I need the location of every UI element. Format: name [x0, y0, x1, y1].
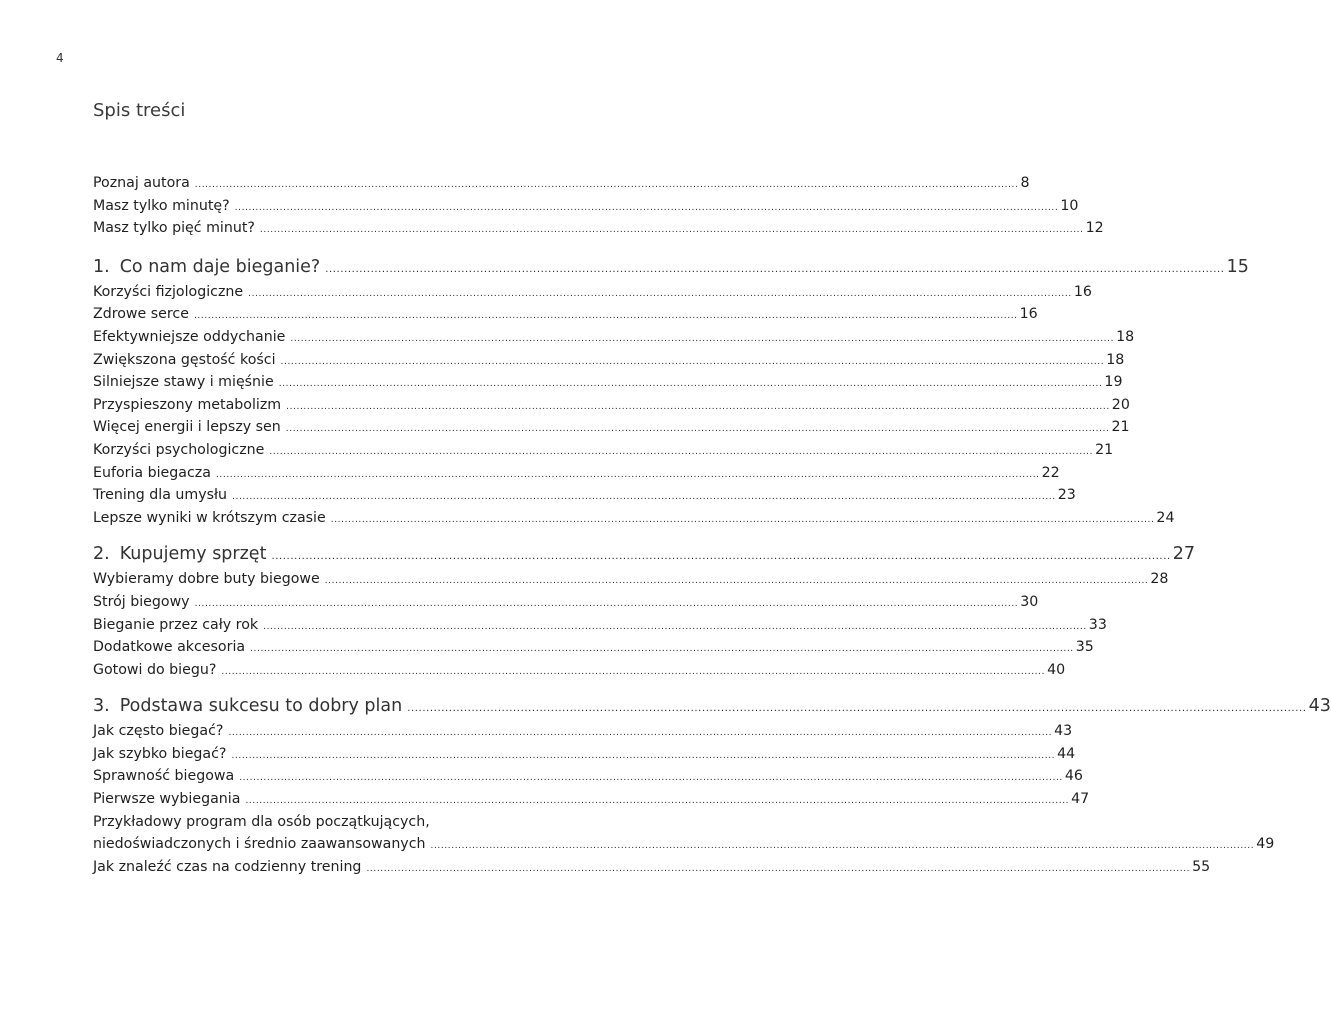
- toc-entry: [93, 507, 1175, 530]
- toc-entry-label: Strój biegowy: [93, 593, 190, 610]
- toc-entry-page: 10: [1060, 197, 1079, 214]
- toc-entry-label: Przykładowy program dla osób początkujących,: [93, 813, 430, 830]
- toc-entry-page: 22: [1041, 464, 1060, 481]
- toc-entry-page: 44: [1057, 745, 1076, 762]
- toc-entry-page: 20: [1111, 396, 1130, 413]
- dot-leader: ..............................................................................................................................................................................................................................................: [366, 863, 1191, 874]
- chapter-title: Podstawa sukcesu to dobry plan: [119, 696, 403, 717]
- dot-leader: ..............................................................................................................................................................................................................................................: [325, 263, 1225, 275]
- dot-leader: ..............................................................................................................................................................................................................................................: [194, 598, 1019, 609]
- dot-leader: ..............................................................................................................................................................................................................................................: [232, 492, 1056, 503]
- toc-entry-label: Korzyści fizjologiczne: [93, 283, 244, 300]
- chapter-number: 3.: [93, 696, 110, 717]
- toc-entry: [93, 349, 1125, 372]
- toc-entry-label: Masz tylko pięć minut?: [93, 220, 255, 237]
- toc-entry-label: Dodatkowe akcesoria: [93, 639, 246, 656]
- toc-entry-page: 23: [1057, 487, 1076, 504]
- toc-entry-page: 16: [1073, 283, 1092, 300]
- toc-entry: [93, 856, 1211, 879]
- dot-leader: ..............................................................................................................................................................................................................................................: [286, 401, 1110, 412]
- toc-entry-label: Masz tylko minutę?: [93, 197, 230, 214]
- dot-leader: ..............................................................................................................................................................................................................................................: [215, 469, 1040, 480]
- toc-entry-label: Pierwsze wybiegania: [93, 791, 241, 808]
- dot-leader: ..............................................................................................................................................................................................................................................: [194, 180, 1019, 190]
- toc-entry: [93, 326, 1135, 349]
- toc-entry: [93, 659, 1066, 682]
- chapter-title: Kupujemy sprzęt: [119, 544, 267, 565]
- chapter-number: 1.: [93, 256, 110, 277]
- toc-entry: [93, 217, 1104, 240]
- toc-entry-label: Przyspieszony metabolizm: [93, 396, 282, 413]
- toc-entry-page: 43: [1054, 723, 1073, 740]
- toc-entry: [93, 484, 1076, 507]
- toc-entry-page: 12: [1085, 220, 1104, 237]
- toc-entry-label: Euforia biegacza: [93, 464, 211, 481]
- toc-entry-label: Silniejsze stawy i mięśnie: [93, 374, 274, 391]
- dot-leader: ..............................................................................................................................................................................................................................................: [430, 841, 1255, 852]
- toc-entry-label: Jak często biegać?: [93, 723, 224, 740]
- toc-entry-page: 19: [1104, 374, 1123, 391]
- toc-chapter-3: [93, 693, 1331, 878]
- toc-entry-label: Bieganie przez cały rok: [93, 616, 259, 633]
- toc-entry: [93, 788, 1090, 811]
- toc-entry: [93, 416, 1130, 439]
- toc-entry: [93, 303, 1038, 326]
- chapter-page: 27: [1172, 544, 1196, 565]
- toc-entry-page: 18: [1116, 328, 1135, 345]
- toc-entry-page: 30: [1020, 593, 1039, 610]
- dot-leader: ..............................................................................................................................................................................................................................................: [231, 750, 1056, 761]
- toc-entry: [93, 811, 599, 834]
- toc-entry-page: 35: [1075, 639, 1094, 656]
- chapter-heading: [93, 541, 1196, 568]
- toc-entry-label: niedoświadczonych i średnio zaawansowanych: [93, 836, 426, 853]
- toc-chapter-1: [93, 254, 1249, 530]
- dot-leader: ..............................................................................................................................................................................................................................................: [278, 379, 1103, 390]
- dot-leader: ..............................................................................................................................................................................................................................................: [245, 796, 1070, 807]
- toc-entry: [93, 568, 1169, 591]
- dot-leader: ..............................................................................................................................................................................................................................................: [280, 356, 1105, 367]
- dot-leader: ..............................................................................................................................................................................................................................................: [271, 551, 1171, 563]
- toc-entry-page: 47: [1071, 791, 1090, 808]
- toc-entry-page: 24: [1156, 509, 1175, 526]
- chapter-heading: [93, 254, 1249, 281]
- toc-entry-page: 21: [1095, 441, 1114, 458]
- dot-leader: ..............................................................................................................................................................................................................................................: [250, 644, 1074, 655]
- dot-leader: ..............................................................................................................................................................................................................................................: [221, 666, 1046, 677]
- chapter-page: 15: [1226, 256, 1249, 277]
- toc-entry: [93, 172, 1030, 195]
- dot-leader: ..............................................................................................................................................................................................................................................: [259, 225, 1084, 236]
- toc-entry: [93, 636, 1094, 659]
- toc-chapter-2: [93, 541, 1196, 681]
- toc-entry-label: Gotowi do biegu?: [93, 661, 217, 678]
- toc-entry-page: 55: [1192, 858, 1211, 875]
- toc-entry-page: 21: [1111, 419, 1130, 436]
- toc-entry: [93, 195, 1079, 218]
- toc-entry-label: Trening dla umysłu: [93, 487, 228, 504]
- chapter-heading: [93, 693, 1331, 720]
- dot-leader: ..............................................................................................................................................................................................................................................: [228, 728, 1053, 739]
- toc-entry-label: Lepsze wyniki w krótszym czasie: [93, 509, 326, 526]
- toc-entry: [93, 591, 1039, 614]
- dot-leader: ..............................................................................................................................................................................................................................................: [239, 773, 1063, 784]
- dot-leader: ..............................................................................................................................................................................................................................................: [234, 202, 1059, 213]
- toc-intro-section: [93, 172, 1104, 240]
- dot-leader: ..............................................................................................................................................................................................................................................: [330, 514, 1155, 525]
- toc-entry-page: 16: [1019, 306, 1038, 323]
- toc-entry: [93, 720, 1073, 743]
- toc-entry: [93, 462, 1060, 485]
- toc-entry: [93, 833, 1275, 856]
- toc-entry-label: Wybieramy dobre buty biegowe: [93, 571, 320, 588]
- toc-entry-page: 18: [1106, 351, 1125, 368]
- toc-entry: [93, 371, 1123, 394]
- toc-entry: [93, 439, 1114, 462]
- dot-leader: ..............................................................................................................................................................................................................................................: [290, 333, 1115, 344]
- toc-entry-page: 40: [1047, 661, 1066, 678]
- toc-entry-page: 8: [1020, 175, 1030, 191]
- toc-entry-label: Zdrowe serce: [93, 306, 189, 323]
- dot-leader: ..............................................................................................................................................................................................................................................: [285, 424, 1110, 435]
- toc-entry: [93, 394, 1130, 417]
- chapter-number: 2.: [93, 544, 110, 565]
- toc-entry-page: 49: [1256, 836, 1275, 853]
- dot-leader: ..............................................................................................................................................................................................................................................: [324, 576, 1149, 587]
- toc-entry-label: Korzyści psychologiczne: [93, 441, 265, 458]
- toc-entry: [93, 765, 1083, 788]
- toc-entry-label: Jak znaleźć czas na codzienny trening: [93, 858, 362, 875]
- toc-entry-page: 33: [1088, 616, 1107, 633]
- chapter-title: Co nam daje bieganie?: [119, 256, 321, 277]
- toc-entry-label: Więcej energii i lepszy sen: [93, 419, 281, 436]
- toc-entry: [93, 614, 1107, 637]
- dot-leader: ..............................................................................................................................................................................................................................................: [263, 621, 1087, 632]
- page-title: Spis treści: [93, 100, 186, 121]
- toc-entry-label: Jak szybko biegać?: [93, 745, 227, 762]
- dot-leader: ..............................................................................................................................................................................................................................................: [248, 288, 1072, 299]
- toc-entry-label: Sprawność biegowa: [93, 768, 235, 785]
- toc-entry: [93, 281, 1092, 304]
- toc-entry-label: Efektywniejsze oddychanie: [93, 328, 286, 345]
- toc-entry-page: 46: [1064, 768, 1083, 785]
- dot-leader: ..............................................................................................................................................................................................................................................: [193, 311, 1018, 322]
- toc-entry: [93, 743, 1076, 766]
- page-number: 4: [56, 51, 64, 65]
- chapter-page: 43: [1308, 696, 1331, 717]
- toc-entry-label: Zwiększona gęstość kości: [93, 351, 276, 368]
- toc-entry-label: Poznaj autora: [93, 175, 190, 191]
- toc-entry-page: 28: [1150, 571, 1169, 588]
- table-of-contents: [93, 172, 1331, 890]
- dot-leader: ..............................................................................................................................................................................................................................................: [269, 446, 1094, 457]
- dot-leader: ..............................................................................................................................................................................................................................................: [407, 703, 1307, 715]
